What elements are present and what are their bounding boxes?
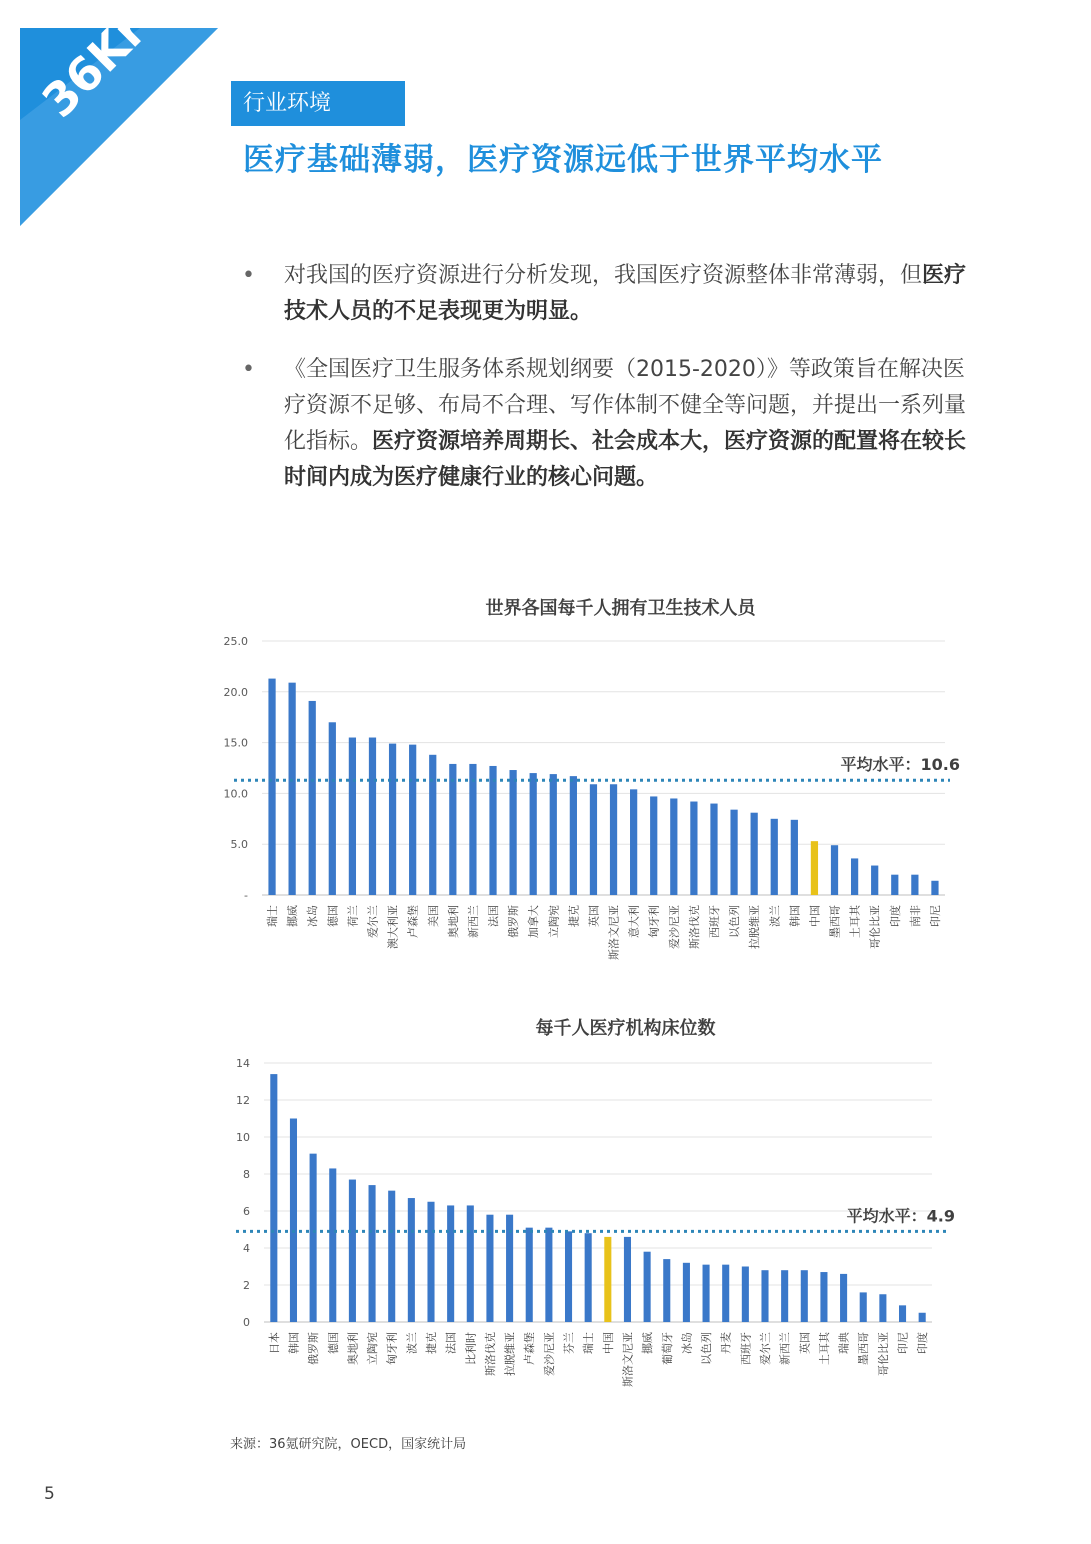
x-tick-label: 捷克 (567, 905, 581, 927)
bar (771, 819, 778, 895)
bar (610, 784, 617, 895)
x-tick-label: 冰岛 (680, 1332, 694, 1354)
bar (791, 820, 798, 895)
x-tick-label: 新西兰 (466, 905, 480, 938)
logo-text: 36Kr (31, 3, 157, 128)
x-tick-label: 哥伦比亚 (876, 1332, 890, 1376)
y-tick-label: 25.0 (223, 635, 248, 648)
x-tick-label: 捷克 (425, 1332, 438, 1354)
bar (429, 755, 436, 895)
bar (467, 1205, 474, 1322)
bar (447, 1205, 454, 1322)
bar (663, 1259, 670, 1322)
bar (268, 679, 275, 895)
x-tick-label: 冰岛 (306, 905, 320, 927)
x-tick-label: 法国 (487, 905, 501, 927)
bar (409, 745, 416, 895)
bullet-dot: • (242, 263, 255, 288)
x-tick-label: 荷兰 (346, 905, 360, 927)
x-tick-label: 斯洛文尼亚 (621, 1332, 635, 1387)
x-tick-label: 日本 (267, 1332, 281, 1354)
bar (585, 1233, 592, 1322)
x-tick-label: 丹麦 (719, 1332, 733, 1354)
bar (781, 1270, 788, 1322)
y-tick-label: 10.0 (223, 787, 248, 801)
bar (270, 1074, 277, 1322)
x-tick-label: 芬兰 (562, 1332, 576, 1354)
bar (349, 738, 356, 895)
bar (931, 881, 938, 895)
x-tick-label: 加拿大 (527, 905, 541, 938)
bar (650, 796, 657, 895)
bar (604, 1237, 611, 1322)
bar (389, 744, 396, 895)
x-tick-label: 挪威 (641, 1332, 655, 1354)
x-tick-label: 波兰 (768, 905, 782, 927)
x-tick-label: 新西兰 (778, 1332, 792, 1365)
x-tick-label: 以色列 (728, 905, 742, 938)
chart2-title: 每千人医疗机构床位数 (535, 1018, 716, 1039)
y-tick-label: 8 (243, 1168, 250, 1181)
bar (545, 1228, 552, 1322)
bullet-text: 《全国医疗卫生服务体系规划纲要（2015-2020）》等政策旨在解决医疗资源不足够、布局不合理、写作体制不健全等问题，并提出一系列量化指标。 (284, 357, 967, 454)
bullet-item (240, 352, 980, 496)
x-tick-label: 匈牙利 (385, 1332, 399, 1365)
x-tick-label: 拉脱维亚 (503, 1332, 517, 1376)
x-tick-label: 匈牙利 (647, 905, 661, 938)
bullet-text: 对我国的医疗资源进行分析发现，我国医疗资源整体非常薄弱，但 (284, 263, 923, 288)
average-label: 平均水平：4.9 (846, 1206, 955, 1226)
x-tick-label: 立陶宛 (366, 1332, 380, 1365)
bar (644, 1252, 651, 1322)
x-tick-label: 意大利 (627, 905, 641, 938)
bar (840, 1274, 847, 1322)
page-title: 医疗基础薄弱，医疗资源远低于世界平均水平 (243, 142, 883, 178)
x-tick-label: 立陶宛 (547, 905, 561, 938)
x-tick-label: 德国 (326, 905, 340, 927)
y-tick-label: 2 (243, 1279, 250, 1292)
bar (329, 1168, 336, 1322)
bar (388, 1191, 395, 1322)
x-tick-label: 印尼 (896, 1332, 910, 1354)
bar (703, 1265, 710, 1322)
bar (911, 875, 918, 895)
x-tick-label: 挪威 (286, 905, 300, 927)
y-tick-label: - (244, 889, 248, 902)
y-tick-label: 10 (236, 1131, 250, 1144)
section-tag: 行业环境 (231, 81, 405, 126)
x-tick-label: 葡萄牙 (660, 1332, 674, 1365)
x-tick-label: 爱尔兰 (366, 905, 380, 938)
bar (742, 1267, 749, 1323)
x-tick-label: 德国 (326, 1332, 340, 1354)
bar (550, 774, 557, 895)
bar (427, 1202, 434, 1322)
x-tick-label: 奥地利 (346, 1332, 360, 1365)
bar (449, 764, 456, 895)
x-tick-label: 斯洛伐克 (483, 1332, 497, 1376)
bar (860, 1292, 867, 1322)
bar (329, 722, 336, 895)
average-label: 平均水平：10.6 (840, 755, 960, 775)
bar (891, 875, 898, 895)
x-tick-label: 韩国 (788, 905, 802, 927)
bar (630, 789, 637, 895)
x-tick-label: 瑞士 (582, 1332, 596, 1354)
bar (722, 1265, 729, 1322)
bar (851, 858, 858, 895)
bar (801, 1270, 808, 1322)
x-tick-label: 南非 (908, 905, 922, 927)
bar (469, 764, 476, 895)
x-tick-label: 墨西哥 (828, 905, 842, 938)
bar (408, 1198, 415, 1322)
bar (289, 683, 296, 895)
x-tick-label: 哥伦比亚 (868, 905, 882, 949)
bar (831, 845, 838, 895)
y-tick-label: 12 (236, 1094, 250, 1107)
bar (690, 802, 697, 895)
bar (290, 1119, 297, 1323)
x-tick-label: 瑞典 (837, 1332, 851, 1354)
x-tick-label: 奥地利 (446, 905, 460, 938)
brand-logo (0, 0, 230, 230)
x-tick-label: 英国 (798, 1332, 812, 1354)
bar (899, 1305, 906, 1322)
x-tick-label: 中国 (808, 905, 822, 927)
x-tick-label: 英国 (587, 905, 601, 927)
y-tick-label: 6 (243, 1205, 250, 1218)
x-tick-label: 以色列 (700, 1332, 714, 1365)
x-tick-label: 俄罗斯 (507, 905, 521, 938)
x-tick-label: 印度 (916, 1332, 930, 1354)
page-number: 5 (44, 1484, 55, 1504)
bar (710, 804, 717, 895)
bar (730, 810, 737, 895)
x-tick-label: 印度 (888, 905, 902, 927)
y-tick-label: 14 (236, 1057, 250, 1070)
bullet-list (240, 258, 980, 518)
x-tick-label: 爱沙尼亚 (667, 905, 681, 949)
x-tick-label: 西班牙 (739, 1332, 753, 1365)
bar (489, 766, 496, 895)
bar (683, 1263, 690, 1322)
x-tick-label: 比利时 (464, 1332, 478, 1365)
source-note: 来源：36氪研究院，OECD，国家统计局 (230, 1437, 467, 1452)
bullet-item (240, 258, 980, 330)
x-tick-label: 俄罗斯 (307, 1332, 321, 1365)
bar (590, 784, 597, 895)
bar (349, 1180, 356, 1322)
health-workers-chart (0, 620, 1091, 980)
bar (565, 1231, 572, 1322)
x-tick-label: 美国 (426, 905, 440, 927)
x-tick-label: 爱沙尼亚 (542, 1332, 556, 1376)
x-tick-label: 西班牙 (707, 905, 721, 938)
bar (751, 813, 758, 895)
bar (509, 770, 516, 895)
x-tick-label: 法国 (444, 1332, 458, 1354)
bar (871, 866, 878, 895)
bar (570, 776, 577, 895)
x-tick-label: 韩国 (287, 1332, 301, 1354)
bar (310, 1154, 317, 1322)
bar (369, 738, 376, 895)
bullet-bold-text: 医疗技术人员的不足表现更为明显。 (284, 263, 967, 324)
x-tick-label: 斯洛伐克 (687, 905, 701, 949)
x-tick-label: 土耳其 (848, 905, 862, 938)
bar (670, 798, 677, 895)
bar (820, 1272, 827, 1322)
y-tick-label: 5.0 (230, 838, 248, 852)
y-tick-label: 0 (243, 1316, 250, 1329)
x-tick-label: 斯洛文尼亚 (607, 905, 621, 960)
x-tick-label: 拉脱维亚 (748, 905, 762, 949)
x-tick-label: 印尼 (928, 905, 942, 927)
bar (811, 841, 818, 895)
x-tick-label: 爱尔兰 (759, 1332, 772, 1365)
bar (530, 773, 537, 895)
bar (369, 1185, 376, 1322)
x-tick-label: 中国 (601, 1332, 615, 1354)
bullet-dot: • (242, 357, 255, 382)
y-tick-label: 15.0 (223, 736, 248, 750)
bar (624, 1237, 631, 1322)
bar (526, 1228, 533, 1322)
x-tick-label: 墨西哥 (857, 1332, 871, 1365)
y-tick-label: 4 (243, 1242, 250, 1255)
hospital-beds-chart (0, 1045, 1091, 1425)
bar (919, 1313, 926, 1322)
x-tick-label: 土耳其 (817, 1332, 831, 1365)
y-tick-label: 20.0 (223, 685, 248, 699)
x-tick-label: 波兰 (405, 1332, 419, 1354)
x-tick-label: 瑞士 (266, 905, 280, 927)
x-tick-label: 卢森堡 (523, 1332, 537, 1365)
bullet-bold-text: 医疗资源培养周期长、社会成本大，医疗资源的配置将在较长时间内成为医疗健康行业的核心问题。 (284, 429, 967, 490)
bar (761, 1270, 768, 1322)
chart1-title: 世界各国每千人拥有卫生技术人员 (485, 598, 756, 619)
bar (309, 701, 316, 895)
x-tick-label: 澳大利亚 (386, 905, 400, 949)
x-tick-label: 卢森堡 (406, 905, 420, 938)
bar (879, 1294, 886, 1322)
